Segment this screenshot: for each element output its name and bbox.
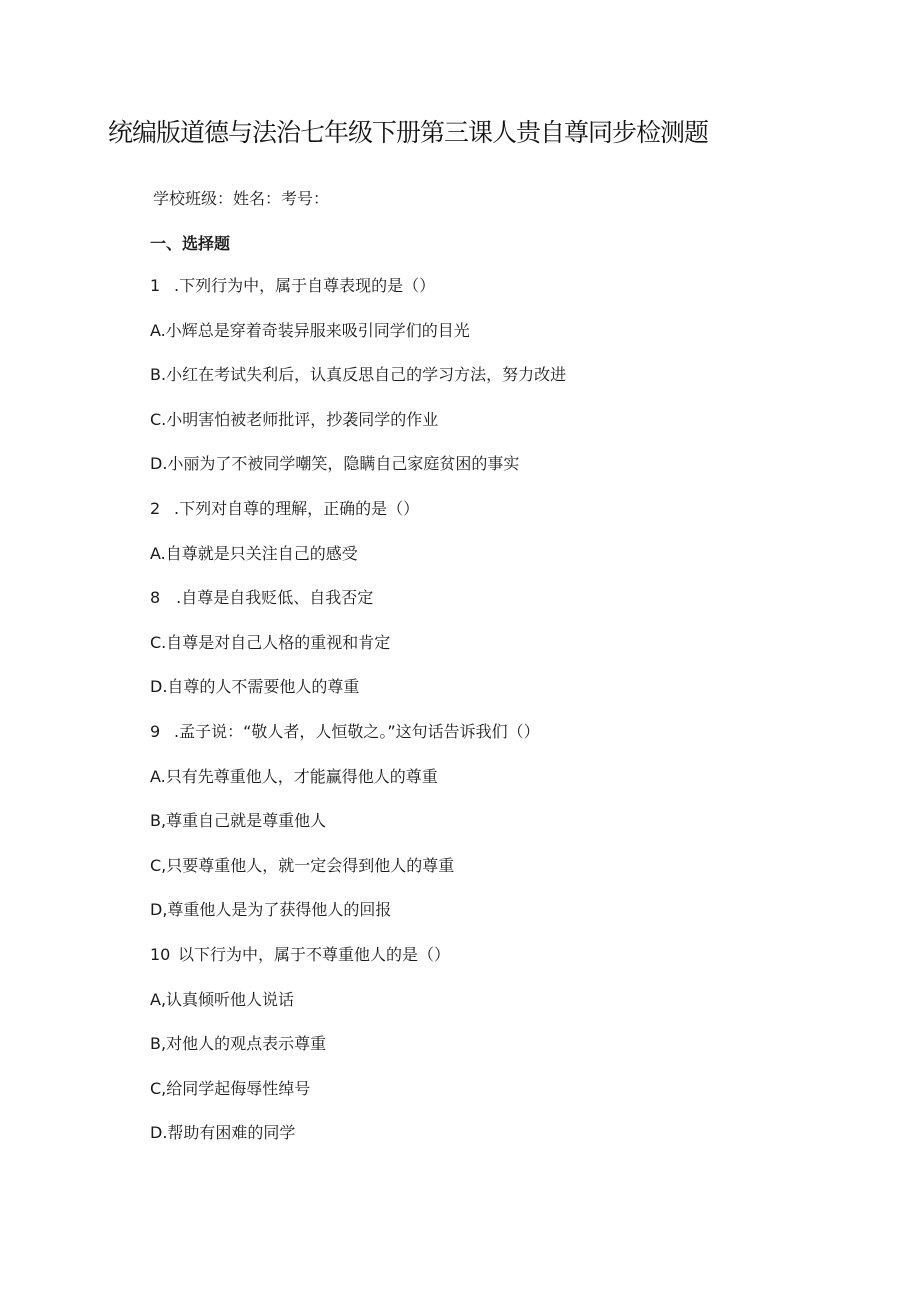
question-number: 9 [150,722,161,741]
question-2-option-d: D.自尊的人不需要他人的尊重 [150,677,360,696]
question-10-option-b: B,对他人的观点表示尊重 [150,1034,327,1053]
question-9-option-d: D,尊重他人是为了获得他人的回报 [150,900,392,919]
question-2-option-a: A.自尊就是只关注自己的感受 [150,544,358,563]
question-2-option-b: 8 .自尊是自我贬低、自我否定 [150,588,374,607]
question-10-option-d: D.帮助有困难的同学 [150,1123,296,1142]
question-1-option-d: D.小丽为了不被同学嘲笑，隐瞒自己家庭贫困的事实 [150,454,520,473]
question-1-option-a: A.小辉总是穿着奇装异服来吸引同学们的目光 [150,321,470,340]
question-number: 2 [150,499,161,518]
question-9-option-a: A.只有先尊重他人，才能赢得他人的尊重 [150,767,438,786]
question-number: 1 [150,276,161,295]
student-info-line: 学校班级：姓名：考号： [153,189,330,208]
section-heading: 一、选择题 [150,234,231,253]
question-text: .孟子说：“敬人者，人恒敬之。”这句话告诉我们（） [174,722,540,741]
question-9-stem [150,721,540,743]
question-text: 以下行为中，属于不尊重他人的是（） [178,945,451,964]
question-text: .下列对自尊的理解，正确的是（） [174,499,420,518]
question-1-option-c: C.小明害怕被老师批评，抄袭同学的作业 [150,410,439,429]
document-title: 统编版道德与法治七年级下册第三课人贵自尊同步检测题 [108,118,709,147]
question-9-option-b: B,尊重自己就是尊重他人 [150,811,327,830]
question-10-option-a: A,认真倾听他人说话 [150,990,295,1009]
question-10-stem [150,944,450,966]
question-10-option-c: C,给同学起侮辱性绰号 [150,1079,311,1098]
question-1-stem [150,275,435,297]
question-9-option-c: C,只要尊重他人，就一定会得到他人的尊重 [150,856,455,875]
question-text: .下列行为中，属于自尊表现的是（） [174,276,436,295]
question-2-option-c: C.自尊是对自己人格的重视和肯定 [150,633,391,652]
question-1-option-b: B.小红在考试失利后，认真反思自己的学习方法，努力改进 [150,365,567,384]
question-2-stem [150,498,419,520]
question-number: 10 [150,945,171,964]
